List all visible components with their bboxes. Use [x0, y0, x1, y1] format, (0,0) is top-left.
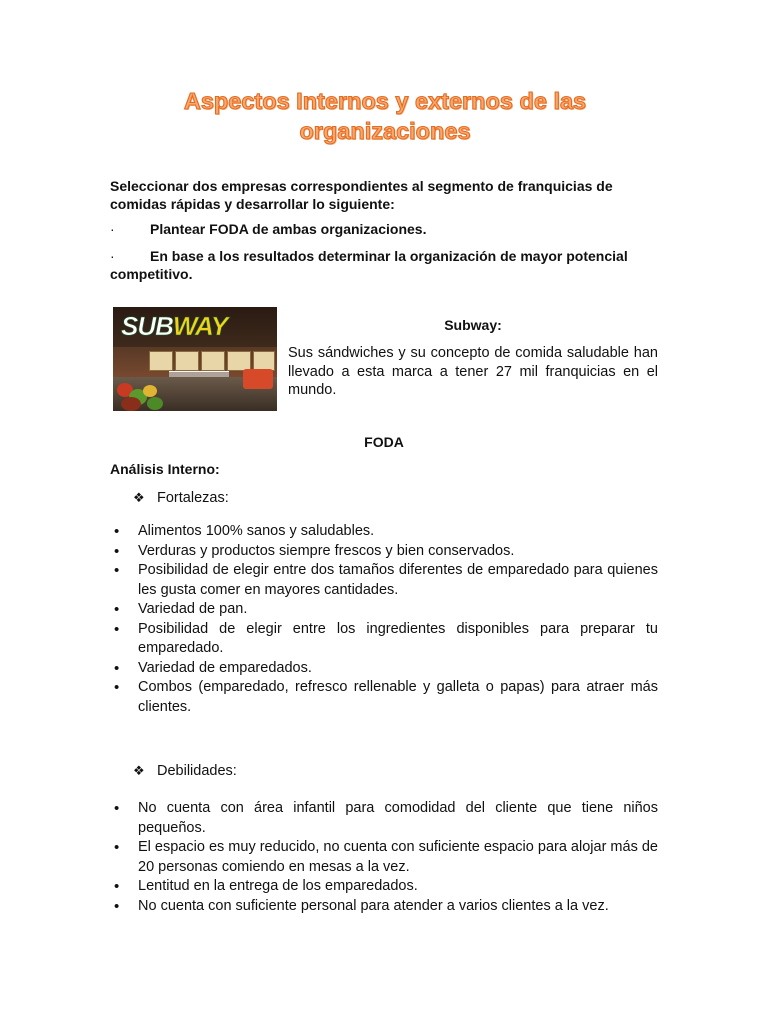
menu-board [227, 351, 251, 371]
produce-onion [121, 397, 141, 411]
drink-cooler [243, 369, 273, 389]
list-item: • Variedad de pan. [112, 600, 658, 620]
list-item: • Variedad de emparedados. [112, 659, 658, 679]
company-description: Sus sándwiches y su concepto de comida saludable han llevado a esta marca a tener 27 mil franquicias en el mundo. [288, 345, 658, 398]
strengths-list [112, 522, 658, 717]
menu-board [253, 351, 275, 371]
list-item: • No cuenta con suficiente personal para atender a varios clientes a la vez. [112, 897, 658, 917]
produce-pepper [143, 385, 157, 397]
list-item: • Lentitud en la entrega de los emparedados. [112, 877, 658, 897]
menu-board [175, 351, 199, 371]
task-text: En base a los resultados determinar la organización de mayor potencial competitivo. [110, 248, 628, 282]
list-item: • Alimentos 100% sanos y saludables. [112, 522, 658, 542]
menu-board [201, 351, 225, 371]
foda-heading: FODA [364, 434, 404, 450]
task-item [110, 247, 650, 283]
produce-cucumber [147, 397, 163, 410]
list-item: • No cuenta con área infantil para comodidad del cliente que tiene niños pequeños. [112, 799, 658, 838]
company-heading: Subway: [444, 317, 502, 333]
strengths-label: Fortalezas: [157, 490, 229, 506]
document-title: Aspectos Internos y externos de las organizaciones [183, 88, 587, 144]
list-item: • Posibilidad de elegir entre dos tamaños diferentes de emparedado para quienes les gusta comer en mayores cantidades. [112, 561, 658, 600]
strengths-heading [133, 489, 229, 507]
menu-board [149, 351, 173, 371]
task-marker: · [110, 248, 115, 264]
weaknesses-list [112, 799, 658, 916]
subway-storefront-photo [113, 307, 277, 411]
list-item: • El espacio es muy reducido, no cuenta con suficiente espacio para alojar más de 20 personas comiendo en mesas a la vez. [112, 838, 658, 877]
weaknesses-label: Debilidades: [157, 763, 237, 779]
four-diamond-icon: ❖ [133, 490, 145, 505]
subway-logo: SUBWAY [121, 311, 228, 341]
list-item: • Verduras y productos siempre frescos y bien conservados. [112, 542, 658, 562]
intro-paragraph: Seleccionar dos empresas correspondientes al segmento de franquicias de comidas rápidas y desarrollar lo siguiente: [110, 178, 613, 212]
four-diamond-icon: ❖ [133, 763, 145, 778]
list-item: • Posibilidad de elegir entre los ingredientes disponibles para preparar tu emparedado. [112, 620, 658, 659]
weaknesses-heading [133, 762, 237, 780]
task-text: Plantear FODA de ambas organizaciones. [150, 221, 427, 237]
list-item: • Combos (emparedado, refresco rellenable y galleta o papas) para atraer más clientes. [112, 678, 658, 717]
task-item [110, 220, 650, 238]
internal-analysis-heading: Análisis Interno: [110, 461, 220, 477]
task-marker: · [110, 221, 115, 237]
